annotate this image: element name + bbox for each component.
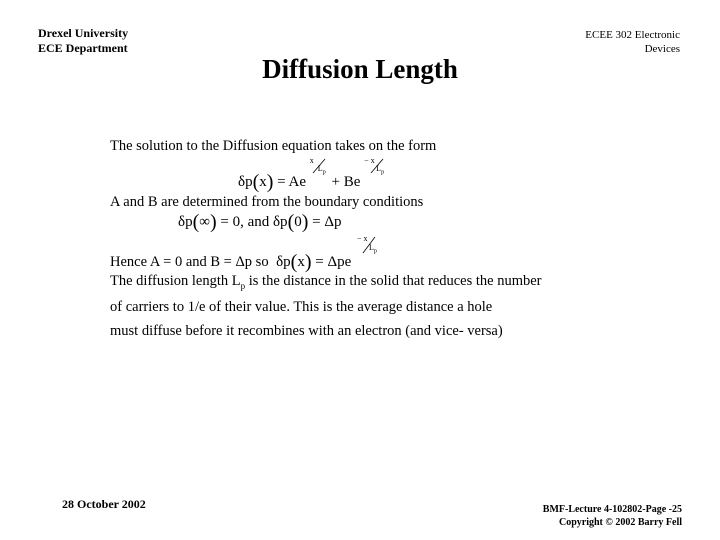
- course-name-line2: Devices: [644, 43, 680, 55]
- body-line-5-a: The diffusion length L: [110, 273, 241, 289]
- eq3-rhs: = Δpe: [311, 254, 352, 270]
- eq3-exponent: [355, 236, 379, 254]
- eq1-exp1-den: L: [317, 164, 323, 173]
- copyright: Copyright © 2002 Barry Fell: [558, 517, 682, 528]
- header-right: [585, 28, 680, 56]
- eq3-exp-num: − x: [357, 234, 368, 243]
- university-name: Drexel University: [38, 26, 129, 40]
- eq3-lhs: δp: [276, 254, 291, 270]
- eq3-var: x: [297, 254, 305, 270]
- body-line-5-b: is the distance in the solid that reduces the number: [245, 273, 542, 289]
- eq1-mid: = Ae: [273, 174, 307, 190]
- equation-general-solution: δp(x) = Ae x $L_p$ + Be − x $L_p$: [238, 170, 386, 192]
- eq2-infinity: ∞: [199, 214, 210, 230]
- eq1-exp1-num: x: [309, 156, 314, 165]
- equation-boundary-conditions: δp(∞) = 0, and δp(0) = Δp: [178, 211, 342, 233]
- body-line-4-prefix: Hence A = 0 and B = Δp so: [110, 254, 269, 270]
- eq1-var: x: [259, 174, 267, 190]
- eq1-exp2-den-sub: p: [381, 169, 385, 176]
- body-line-5-sub: p: [240, 280, 246, 291]
- eq2-part2: = 0, and δp: [216, 214, 288, 230]
- eq1-exponent-2: [364, 158, 386, 174]
- body-line-2: A and B are determined from the boundary conditions: [110, 194, 424, 210]
- eq1-plus: + Be: [327, 174, 361, 190]
- header-left: [38, 26, 128, 56]
- body-line-7: must diffuse before it recombines with an electron (and vice- versa): [110, 323, 503, 339]
- slide-title: Diffusion Length: [262, 54, 458, 84]
- eq2-zero: 0: [294, 214, 302, 230]
- eq3-exp-den: L: [369, 243, 374, 252]
- body-line-6: of carriers to 1/e of their value. This is the average distance a hole: [110, 299, 493, 315]
- eq1-exponent-1: [310, 158, 328, 174]
- eq1-exp2-num: − x: [364, 156, 375, 165]
- eq1-exp1-den-sub: p: [322, 169, 326, 176]
- course-name-line1: ECEE 302 Electronic: [585, 29, 680, 41]
- eq1-exp2-den: L: [376, 164, 382, 173]
- eq3-exp-den-sub: p: [373, 248, 377, 255]
- footer-right: [543, 503, 682, 529]
- equation-result-line: Hence A = 0 and B = Δp so δp(x) = Δpe − x $L_p$: [110, 248, 379, 272]
- body-line-5: [110, 273, 542, 291]
- department-name: ECE Department: [38, 41, 128, 55]
- footer-date: 28 October 2002: [62, 497, 146, 511]
- lecture-page: BMF-Lecture 4-102802-Page -25: [542, 504, 682, 515]
- body-line-1: The solution to the Diffusion equation takes on the form: [110, 138, 437, 154]
- eq2-part3: = Δp: [308, 214, 342, 230]
- eq1-lhs: δp: [238, 174, 253, 190]
- eq2-part1: δp: [178, 214, 193, 230]
